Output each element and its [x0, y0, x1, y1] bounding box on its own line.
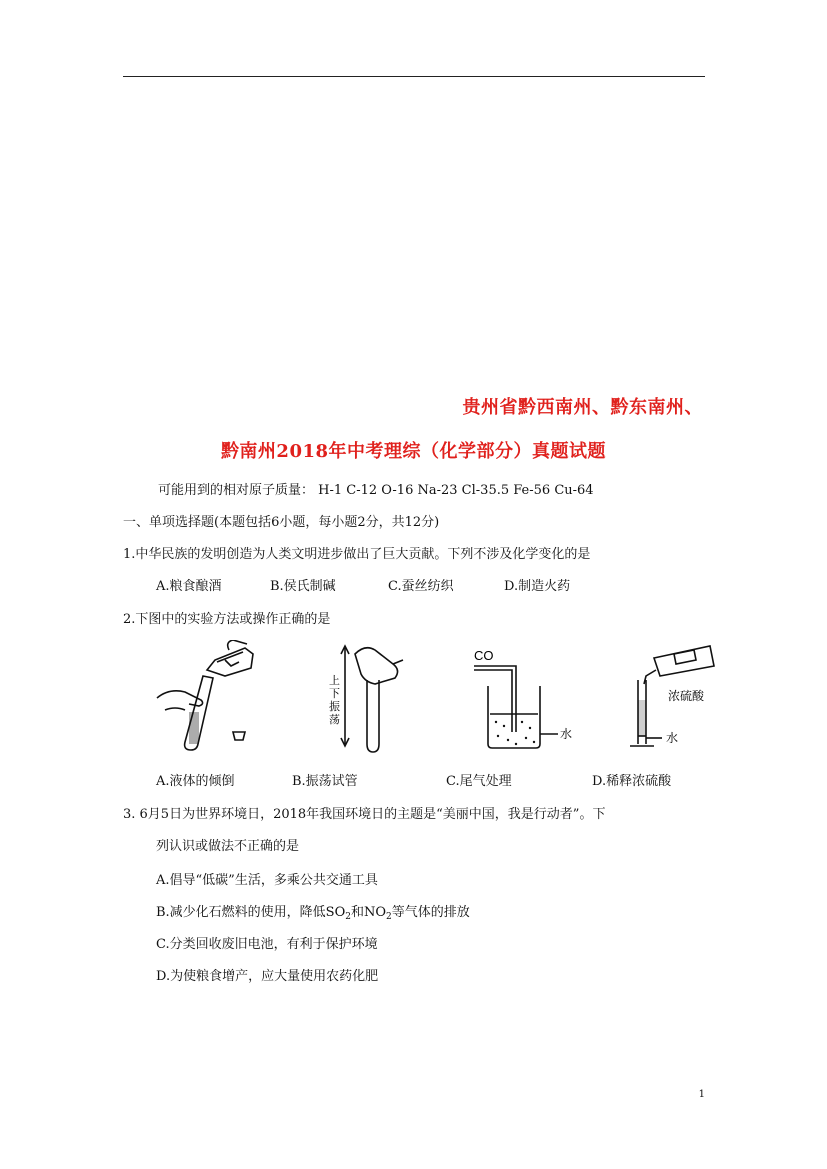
q3-option-b — [156, 901, 470, 922]
q1-option-b: B.侯氏制碱 — [270, 579, 336, 594]
acid-label: 浓硫酸 — [668, 689, 705, 703]
q2-option-d: D.稀释浓硫酸 — [592, 774, 672, 789]
figure-shaking-test-tube — [315, 640, 405, 755]
q2-stem: 2.下图中的实验方法或操作正确的是 — [123, 612, 331, 627]
water-label-1: 水 — [560, 727, 573, 741]
figure-tail-gas-treatment — [470, 640, 575, 755]
shake-label-1: 上 — [329, 675, 340, 687]
q1-option-d: D.制造火药 — [504, 579, 571, 594]
shake-label-4: 荡 — [329, 714, 340, 726]
so2-subscript: 2 — [345, 912, 351, 922]
q1-stem: 1.中华民族的发明创造为人类文明进步做出了巨大贡献。下列不涉及化学变化的是 — [123, 547, 591, 562]
title-line-2: 黔南州2018年中考理综（化学部分）真题试题 — [220, 441, 607, 462]
q3-option-d: D.为使粮食增产，应大量使用农药化肥 — [156, 969, 379, 984]
figure-liquid-pouring — [155, 640, 265, 755]
no2-subscript: 2 — [386, 912, 392, 922]
title-line-1: 贵州省黔西南州、黔东南州、 — [462, 397, 703, 418]
page-number: 1 — [698, 1089, 705, 1100]
q1-option-a: A.粮食酿酒 — [156, 579, 222, 594]
q2-option-c: C.尾气处理 — [446, 774, 512, 789]
q3-option-b-mid: 和NO — [350, 905, 387, 920]
water-label-2: 水 — [666, 731, 679, 745]
q2-option-a: A.液体的倾倒 — [156, 774, 235, 789]
q3-stem-line-1: 3. 6月5日为世界环境日，2018年我国环境日的主题是“美丽中国，我是行动者”。下 — [123, 807, 606, 822]
section-heading: 一、单项选择题(本题包括6小题，每小题2分，共12分) — [123, 515, 440, 530]
co-label: CO — [474, 648, 494, 663]
q3-option-c: C.分类回收废旧电池，有利于保护环境 — [156, 937, 378, 952]
q2-option-b: B.振荡试管 — [292, 774, 358, 789]
figure-diluting-acid — [620, 640, 720, 755]
shake-label-2: 下 — [329, 688, 340, 700]
shake-label-3: 振 — [329, 701, 340, 713]
q3-option-a: A.倡导“低碳”生活，多乘公共交通工具 — [156, 873, 378, 888]
q1-option-c: C.蚕丝纺织 — [388, 579, 454, 594]
q3-stem-line-2: 列认识或做法不正确的是 — [156, 839, 300, 854]
q3-option-b-suffix: 等气体的排放 — [391, 905, 470, 920]
atomic-masses: 可能用到的相对原子质量： H-1 C-12 O-16 Na-23 Cl-35.5 Fe-56 Cu-64 — [158, 483, 594, 498]
header-rule — [123, 76, 705, 77]
q3-option-b-prefix: B.减少化石燃料的使用，降低SO — [156, 905, 346, 920]
